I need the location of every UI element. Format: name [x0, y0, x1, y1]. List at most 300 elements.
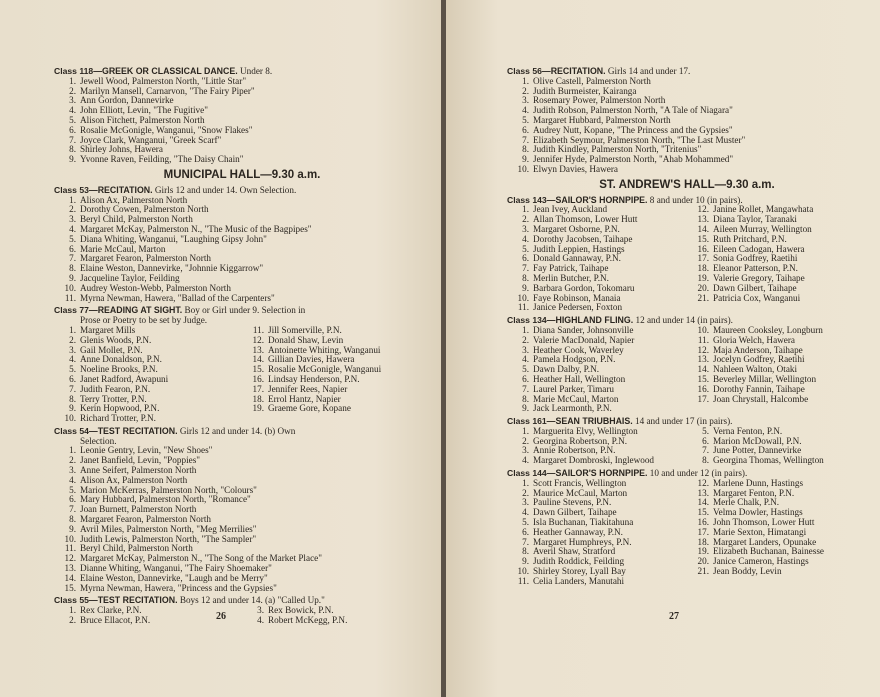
entry-number: 4.: [69, 105, 76, 116]
class-subtitle-continued: Prose or Poetry to be set by Judge.: [80, 315, 208, 326]
entry-text: Olive Castell, Palmerston North: [533, 75, 651, 86]
entry-text: Eleanor Patterson, P.N.: [713, 263, 798, 274]
entry-number: 12.: [64, 553, 76, 564]
entry-number: 1.: [522, 477, 529, 488]
entry-text: Shirley Storey, Lyall Bay: [533, 566, 626, 577]
entry-text: Patricia Cox, Wanganui: [713, 292, 801, 303]
entry-number: 4.: [257, 615, 264, 626]
entry-list: [687, 479, 867, 587]
entry-text: Myrna Newman, Hawera, "Princess and the Gypsies": [80, 582, 277, 593]
class-title: —TEST RECITATION.: [88, 595, 178, 606]
entry-text: Shirley Johns, Hawera: [80, 144, 163, 155]
entry-number: 14.: [697, 223, 709, 234]
list-item: [507, 456, 687, 466]
entry-text: Bruce Ellacot, P.N.: [80, 615, 151, 626]
class-number: Class 143: [507, 194, 547, 205]
entry-list: [54, 77, 430, 165]
entry-number: 13.: [64, 563, 76, 574]
entry-number: 13.: [697, 214, 709, 225]
entry-text: Pauline Stevens, P.N.: [533, 497, 612, 508]
entry-text: Judith Robson, Palmerston North, "A Tale of Niagara": [533, 105, 733, 116]
entry-list: [507, 77, 867, 175]
entry-text: Donald Gannaway, P.N.: [533, 253, 621, 264]
entry-number: 9.: [69, 523, 76, 534]
entry-number: 3.: [522, 445, 529, 456]
left-page-number: 26: [216, 611, 226, 622]
entry-text: Marlene Dunn, Hastings: [713, 477, 804, 488]
list-item: [242, 616, 430, 626]
entry-number: 8.: [69, 514, 76, 525]
entry-number: 13.: [252, 344, 264, 355]
entry-text: Janine Rollet, Mangawhata: [713, 204, 814, 215]
entry-number: 6.: [702, 435, 709, 446]
class-number: Class 53: [54, 184, 89, 195]
entry-text: Ruth Pritchard, P.N.: [713, 233, 787, 244]
entry-text: Terry Trotter, P.N.: [80, 393, 147, 404]
entry-text: Graeme Gore, Kopane: [268, 403, 351, 414]
entry-number: 3.: [257, 605, 264, 616]
entry-number: 10.: [517, 292, 529, 303]
entry-text: Dawn Gilbert, Taihape: [713, 282, 797, 293]
entry-text: Joan Burnett, Palmerston North: [80, 504, 197, 515]
entry-text: Dorothy Jacobsen, Taihape: [533, 233, 633, 244]
entry-list: [54, 446, 430, 593]
class-section: [507, 469, 867, 587]
entry-text: Heather Cook, Waverley: [533, 344, 624, 355]
entry-number: 3.: [69, 344, 76, 355]
right-page-content: [507, 64, 867, 587]
list-item: [54, 414, 242, 424]
entry-text: Jack Learmonth, P.N.: [533, 403, 612, 414]
entry-number: 9.: [69, 403, 76, 414]
entry-number: 7.: [69, 134, 76, 145]
entry-text: Judith Burmeister, Kairanga: [533, 85, 637, 96]
entry-text: Sonia Godfrey, Raetihi: [713, 253, 798, 264]
entry-text: Anne Donaldson, P.N.: [80, 354, 162, 365]
entry-number: 4.: [522, 455, 529, 466]
class-number: Class 161: [507, 416, 547, 427]
entry-number: 14.: [252, 354, 264, 365]
entry-text: Glenis Woods, P.N.: [80, 334, 152, 345]
class-subtitle: 12 and under 14 (in pairs).: [635, 315, 733, 326]
entry-text: Myrna Newman, Hawera, "Ballad of the Carpenters": [80, 292, 275, 303]
entry-number: 18.: [252, 393, 264, 404]
entry-number: 4.: [69, 354, 76, 365]
entry-number: 2.: [69, 85, 76, 96]
entry-number: 16.: [252, 373, 264, 384]
entry-number: 2.: [69, 334, 76, 345]
entry-number: 7.: [522, 383, 529, 394]
entry-text: Elaine Weston, Dannevirke, "Laugh and be Merry": [80, 572, 268, 583]
right-page-number: 27: [669, 611, 679, 622]
right-page: [446, 0, 880, 697]
entry-number: 12.: [697, 344, 709, 355]
entry-text: Joyce Clark, Wanganui, "Greek Scarf": [80, 134, 222, 145]
entry-text: Margaret Osborne, P.N.: [533, 223, 620, 234]
entry-text: Noeline Brooks, P.N.: [80, 364, 158, 375]
entry-text: Barbara Gordon, Tokomaru: [533, 282, 635, 293]
entry-number: 10.: [64, 413, 76, 424]
entry-text: Janice Cameron, Hastings: [713, 556, 809, 567]
entry-text: Margaret Landers, Opunake: [713, 536, 817, 547]
entry-text: Heather Hall, Wellington: [533, 373, 626, 384]
venue-heading: ST. ANDREW'S HALL—9.30 a.m.: [599, 178, 775, 191]
entry-number: 7.: [69, 383, 76, 394]
entry-text: Diana Taylor, Taranaki: [713, 214, 797, 225]
entry-text: Margaret Dombroski, Inglewood: [533, 455, 655, 466]
entry-text: Jacqueline Taylor, Feilding: [80, 272, 180, 283]
entry-number: 7.: [69, 253, 76, 264]
entry-number: 7.: [702, 445, 709, 456]
entry-list: [507, 205, 687, 313]
class-title: —TEST RECITATION.: [88, 425, 178, 436]
two-column-list: [507, 205, 867, 313]
entry-text: Janet Banfield, Levin, "Poppies": [80, 455, 201, 466]
entry-number: 15.: [64, 582, 76, 593]
list-item: [507, 165, 867, 175]
class-number: Class 54: [54, 425, 89, 436]
entry-text: Margaret Mills: [80, 324, 136, 335]
entry-number: 11.: [64, 543, 76, 554]
entry-number: 1.: [69, 445, 76, 456]
class-subtitle: Boy or Girl under 9. Selection in: [184, 305, 306, 316]
class-subtitle: Girls 12 and under 14. Own Selection.: [154, 184, 297, 195]
entry-text: Marie McCaul, Marton: [80, 243, 166, 254]
entry-text: Margaret Fearon, Palmerston North: [80, 253, 211, 264]
entry-number: 5.: [522, 114, 529, 125]
entry-number: 11.: [517, 575, 529, 586]
entry-text: Gail Mollet, P.N.: [80, 344, 143, 355]
entry-number: 4.: [522, 507, 529, 518]
entry-text: Marie McCaul, Marton: [533, 393, 619, 404]
entry-text: Jean Boddy, Levin: [713, 566, 782, 577]
class-number: Class 56: [507, 66, 542, 76]
entry-text: John Thomson, Lower Hutt: [713, 517, 815, 528]
class-number: Class 118: [54, 66, 94, 76]
class-subtitle: Girls 12 and under 14. (b) Own: [179, 425, 296, 436]
entry-number: 2.: [69, 204, 76, 215]
class-section: [54, 427, 430, 594]
entry-number: 15.: [697, 233, 709, 244]
entry-number: 8.: [702, 455, 709, 466]
entry-text: Rosalie McGonigle, Wanganui: [268, 364, 382, 375]
entry-number: 12.: [697, 477, 709, 488]
entry-list: [687, 205, 867, 313]
list-item: [54, 155, 430, 165]
entry-number: 1.: [69, 194, 76, 205]
entry-number: 3.: [522, 223, 529, 234]
entry-number: 3.: [69, 95, 76, 106]
entry-number: 10.: [517, 566, 529, 577]
entry-text: Eileen Cadogan, Hawera: [713, 243, 805, 254]
entry-text: Fay Patrick, Taihape: [533, 263, 609, 274]
entry-text: Robert McKegg, P.N.: [268, 615, 348, 626]
class-title: —READING AT SIGHT.: [88, 305, 183, 316]
entry-number: 4.: [522, 354, 529, 365]
entry-text: Laurel Parker, Timaru: [533, 383, 615, 394]
entry-list: [54, 196, 430, 304]
entry-number: 6.: [522, 526, 529, 537]
entry-text: Lindsay Henderson, P.N.: [268, 373, 360, 384]
entry-number: 7.: [522, 536, 529, 547]
class-section: [507, 417, 867, 466]
entry-text: Errol Hantz, Napier: [268, 393, 341, 404]
entry-text: Dawn Gilbert, Taihape: [533, 507, 617, 518]
entry-text: Georgina Robertson, P.N.: [533, 435, 627, 446]
entry-number: 9.: [522, 556, 529, 567]
entry-text: Judith Roddick, Feilding: [533, 556, 625, 567]
entry-number: 6.: [69, 243, 76, 254]
entry-text: Jennifer Hyde, Palmerston North, "Ahab Mohammed": [533, 154, 734, 165]
entry-number: 1.: [522, 204, 529, 215]
entry-text: Dianne Whiting, Wanganui, "The Fairy Shoemaker": [80, 563, 272, 574]
entry-list: [507, 427, 687, 466]
entry-text: Isla Buchanan, Tiakitahuna: [533, 517, 634, 528]
list-item: [54, 294, 430, 304]
list-item: [507, 303, 687, 313]
entry-text: Rex Bowick, P.N.: [268, 605, 334, 616]
entry-text: Marilyn Mansell, Carnarvon, "The Fairy Piper": [80, 85, 255, 96]
entry-text: Scott Francis, Wellington: [533, 477, 627, 488]
class-title: —SAILOR'S HORNPIPE.: [546, 194, 648, 205]
entry-number: 3.: [522, 95, 529, 106]
entry-number: 5.: [522, 517, 529, 528]
entry-number: 15.: [697, 507, 709, 518]
entry-number: 9.: [69, 154, 76, 165]
entry-number: 8.: [522, 144, 529, 155]
entry-number: 3.: [522, 497, 529, 508]
entry-number: 9.: [522, 154, 529, 165]
entry-number: 18.: [697, 263, 709, 274]
entry-number: 5.: [702, 425, 709, 436]
entry-number: 2.: [522, 435, 529, 446]
entry-number: 8.: [522, 393, 529, 404]
entry-text: Merle Chalk, P.N.: [713, 497, 780, 508]
entry-number: 11.: [252, 324, 264, 335]
entry-number: 16.: [697, 243, 709, 254]
entry-text: Antoinette Whiting, Wanganui: [268, 344, 381, 355]
entry-text: Margaret McKay, Palmerston N., "The Song of the Market Place": [80, 553, 322, 564]
entry-text: Marie Sexton, Himatangi: [713, 526, 807, 537]
entry-text: John Elliott, Levin, "The Fugitive": [80, 105, 208, 116]
entry-number: 1.: [69, 324, 76, 335]
entry-number: 19.: [697, 546, 709, 557]
entry-number: 2.: [522, 334, 529, 345]
entry-text: Audrey Weston-Webb, Palmerston North: [80, 282, 231, 293]
entry-number: 16.: [697, 517, 709, 528]
entry-text: Marion McDowall, P.N.: [713, 435, 802, 446]
entry-text: Yvonne Raven, Feilding, "The Daisy Chain": [80, 154, 244, 165]
entry-text: Maja Anderson, Taihape: [713, 344, 803, 355]
entry-text: Ann Gordon, Dannevirke: [80, 95, 174, 106]
entry-number: 1.: [522, 324, 529, 335]
entry-text: Elwyn Davies, Hawera: [533, 163, 618, 174]
class-subtitle-continued: Selection.: [80, 435, 117, 446]
entry-text: Rosemary Power, Palmerston North: [533, 95, 666, 106]
entry-text: Jewell Wood, Palmerston North, "Little Star": [80, 75, 247, 86]
entry-text: Heather Gannaway, P.N.: [533, 526, 623, 537]
entry-number: 13.: [697, 487, 709, 498]
entry-text: Allan Thomson, Lower Hutt: [533, 214, 638, 225]
entry-text: Margaret Fearon, Palmerston North: [80, 514, 211, 525]
entry-number: 6.: [69, 494, 76, 505]
entry-number: 1.: [522, 425, 529, 436]
list-item: [507, 577, 687, 587]
entry-text: Margaret Humphreys, P.N.: [533, 536, 632, 547]
entry-text: Alison Ax, Palmerston North: [80, 194, 188, 205]
entry-text: Donald Shaw, Levin: [268, 334, 344, 345]
list-item: [687, 395, 867, 405]
entry-number: 4.: [522, 105, 529, 116]
entry-list: [54, 326, 242, 424]
two-column-list: [507, 479, 867, 587]
entry-text: Valerie MacDonald, Napier: [533, 334, 635, 345]
entry-text: Alison Ax, Palmerston North: [80, 474, 188, 485]
entry-text: Rex Clarke, P.N.: [80, 605, 142, 616]
entry-text: Averil Shaw, Stratford: [533, 546, 616, 557]
entry-number: 14.: [697, 497, 709, 508]
entry-text: Faye Robinson, Manaia: [533, 292, 621, 303]
entry-number: 21.: [697, 292, 709, 303]
entry-text: Judith Lewis, Palmerston North, "The Sampler": [80, 533, 257, 544]
entry-text: Dawn Dalby, P.N.: [533, 364, 600, 375]
two-column-list: [54, 326, 430, 424]
entry-number: 4.: [69, 223, 76, 234]
entry-text: Judith Leppien, Hastings: [533, 243, 625, 254]
entry-number: 2.: [69, 455, 76, 466]
entry-number: 12.: [252, 334, 264, 345]
class-section: [54, 596, 430, 625]
entry-text: Annie Robertson, P.N.: [533, 445, 616, 456]
entry-number: 5.: [522, 364, 529, 375]
entry-list: [54, 606, 242, 626]
list-item: [507, 404, 687, 414]
entry-number: 1.: [522, 75, 529, 86]
entry-number: 14.: [64, 572, 76, 583]
entry-text: Margaret Hubbard, Palmerston North: [533, 114, 671, 125]
class-section: [507, 316, 867, 414]
entry-number: 11.: [517, 302, 529, 313]
entry-number: 5.: [69, 114, 76, 125]
class-section: [54, 306, 430, 424]
entry-text: Beverley Millar, Wellington: [713, 373, 817, 384]
entry-number: 9.: [69, 272, 76, 283]
entry-number: 20.: [697, 556, 709, 567]
entry-number: 4.: [69, 474, 76, 485]
two-column-list: [507, 326, 867, 414]
entry-number: 1.: [69, 75, 76, 86]
entry-number: 6.: [522, 124, 529, 135]
entry-number: 6.: [522, 253, 529, 264]
entry-number: 11.: [64, 292, 76, 303]
entry-number: 19.: [697, 272, 709, 283]
entry-number: 8.: [69, 263, 76, 274]
entry-number: 7.: [69, 504, 76, 515]
entry-number: 10.: [64, 282, 76, 293]
entry-text: Alison Fitchett, Palmerston North: [80, 114, 205, 125]
entry-text: Richard Trotter, P.N.: [80, 413, 156, 424]
entry-number: 2.: [522, 85, 529, 96]
entry-list: [242, 606, 430, 626]
two-column-list: [54, 606, 430, 626]
entry-list: [687, 326, 867, 414]
entry-text: Velma Dowler, Hastings: [713, 507, 803, 518]
entry-text: Marguerita Elvy, Wellington: [533, 425, 638, 436]
entry-text: Valerie Gregory, Taihape: [713, 272, 805, 283]
entry-text: Diana Sander, Johnsonville: [533, 324, 634, 335]
entry-number: 10.: [517, 163, 529, 174]
entry-text: Gloria Welch, Hawera: [713, 334, 795, 345]
entry-text: Judith Fearon, P.N.: [80, 383, 151, 394]
entry-text: Janet Radford, Awapuni: [80, 373, 169, 384]
entry-text: Jean Ivey, Auckland: [533, 204, 608, 215]
class-subtitle: Under 8.: [240, 66, 273, 76]
entry-number: 3.: [69, 214, 76, 225]
entry-number: 8.: [522, 546, 529, 557]
list-item: [687, 567, 867, 577]
class-title: —HIGHLAND FLING.: [546, 315, 634, 326]
entry-text: Leonie Gentry, Levin, "New Shoes": [80, 445, 213, 456]
entry-text: Elizabeth Buchanan, Bainesse: [713, 546, 824, 557]
entry-text: Elizabeth Seymour, Palmerston North, "The Last Muster": [533, 134, 746, 145]
class-title: —RECITATION.: [88, 184, 153, 195]
entry-number: 9.: [522, 403, 529, 414]
class-section: [507, 67, 867, 175]
entry-text: Maurice McCaul, Marton: [533, 487, 628, 498]
venue-heading: MUNICIPAL HALL—9.30 a.m.: [163, 168, 321, 181]
entry-number: 5.: [69, 484, 76, 495]
entry-text: Gillian Davies, Hawera: [268, 354, 355, 365]
entry-number: 8.: [69, 393, 76, 404]
class-number: Class 55: [54, 595, 89, 606]
entry-number: 15.: [252, 364, 264, 375]
class-title: —GREEK OR CLASSICAL DANCE.: [93, 66, 238, 76]
entry-text: Joan Chrystall, Halcombe: [713, 393, 809, 404]
entry-text: Nahleen Walton, Otaki: [713, 364, 798, 375]
class-number: Class 77: [54, 305, 89, 316]
entry-list: [507, 479, 687, 587]
entry-number: 3.: [69, 465, 76, 476]
entry-text: Judith Kindley, Palmerston North, "Tritenius": [533, 144, 702, 155]
entry-text: Margaret McKay, Palmerston N., "The Music of the Bagpipes": [80, 223, 312, 234]
class-section: [507, 196, 867, 314]
entry-number: 5.: [69, 364, 76, 375]
class-number: Class 134: [507, 315, 547, 326]
two-column-list: [507, 427, 867, 466]
entry-text: Marion McKerras, Palmerston North, "Colours": [80, 484, 257, 495]
class-number: Class 144: [507, 468, 547, 479]
class-subtitle: Girls 14 and under 17.: [607, 66, 691, 76]
class-subtitle: 14 and under 17 (in pairs).: [635, 416, 733, 427]
entry-number: 5.: [69, 233, 76, 244]
entry-text: Janice Pedersen, Foxton: [533, 302, 623, 313]
entry-number: 8.: [69, 144, 76, 155]
entry-text: Elaine Weston, Dannevirke, "Johnnie Kiggarrow": [80, 263, 264, 274]
entry-number: 7.: [522, 134, 529, 145]
entry-number: 3.: [522, 344, 529, 355]
entry-number: 5.: [522, 243, 529, 254]
entry-number: 14.: [697, 364, 709, 375]
entry-number: 11.: [697, 334, 709, 345]
entry-text: Georgina Thomas, Wellington: [713, 455, 824, 466]
entry-number: 6.: [69, 373, 76, 384]
entry-text: Aileen Murray, Wellington: [713, 223, 812, 234]
class-section: [54, 186, 430, 304]
entry-number: 2.: [522, 214, 529, 225]
entry-number: 17.: [697, 526, 709, 537]
entry-number: 17.: [697, 393, 709, 404]
entry-text: Margaret Fenton, P.N.: [713, 487, 795, 498]
